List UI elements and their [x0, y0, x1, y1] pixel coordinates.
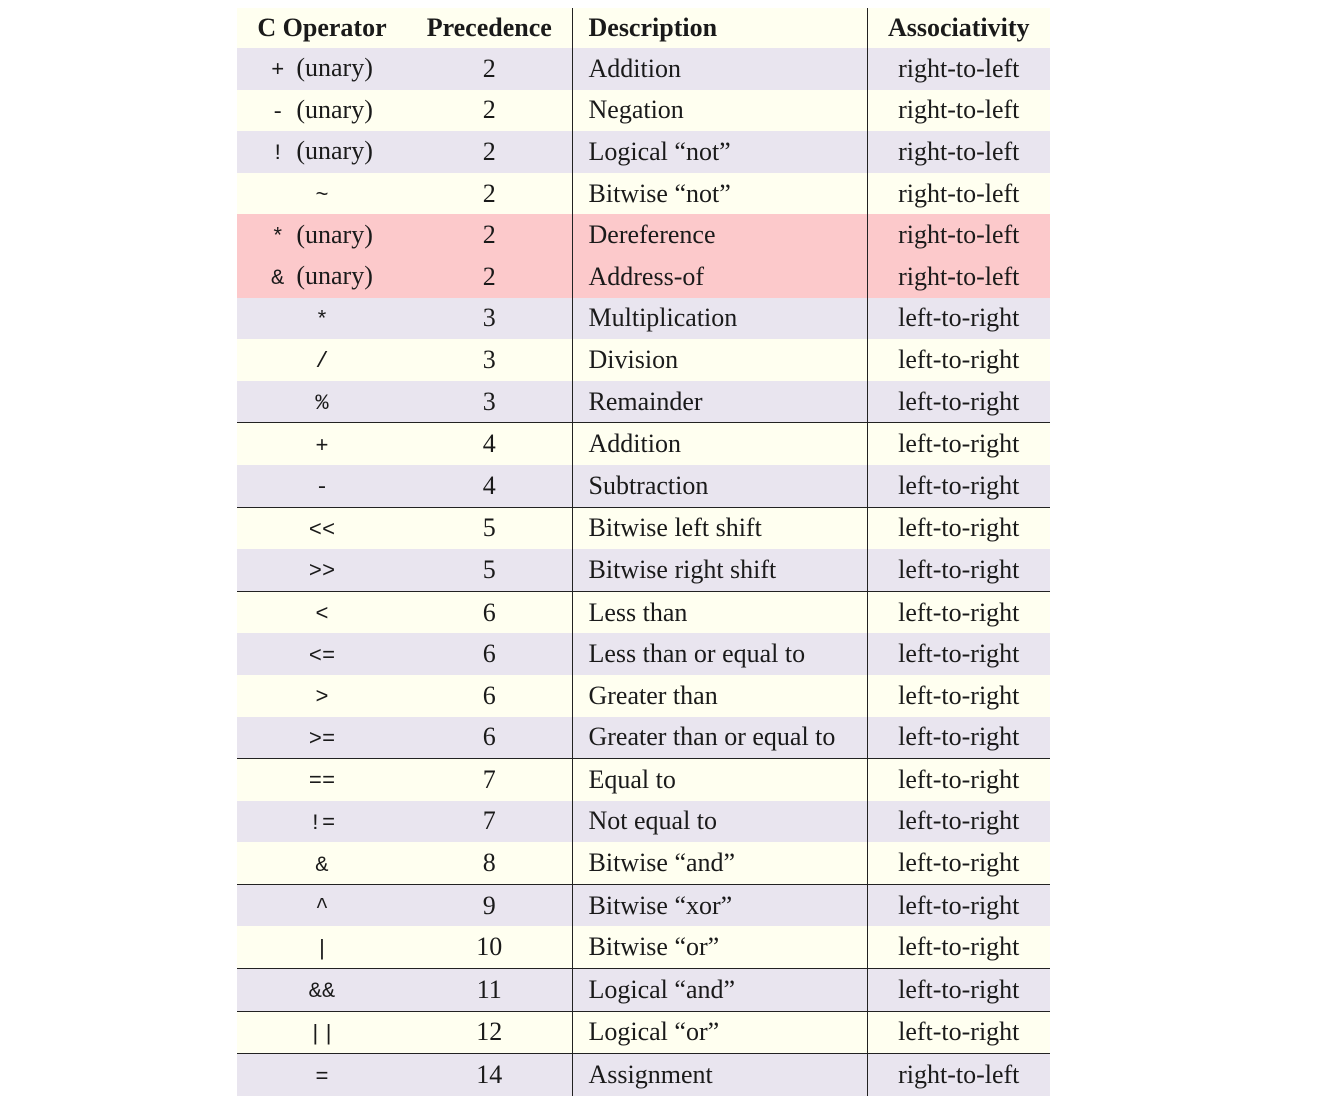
associativity-cell: right-to-left	[867, 131, 1050, 173]
associativity-cell: left-to-right	[867, 1011, 1050, 1054]
description-cell: Addition	[572, 48, 867, 90]
table-row	[237, 1011, 1050, 1054]
header-precedence: Precedence	[407, 8, 572, 48]
associativity-cell: right-to-left	[867, 48, 1050, 90]
operator-symbol: ||	[308, 1021, 336, 1047]
operator-precedence-table-container	[237, 8, 1050, 1096]
description-cell: Less than	[572, 591, 867, 633]
operator-symbol: =	[315, 1064, 329, 1090]
precedence-cell: 3	[407, 381, 572, 423]
associativity-cell: left-to-right	[867, 507, 1050, 549]
operator-symbol: &&	[308, 979, 336, 1005]
precedence-cell: 2	[407, 256, 572, 298]
precedence-cell: 2	[407, 131, 572, 173]
precedence-cell: 8	[407, 842, 572, 884]
description-cell: Not equal to	[572, 801, 867, 843]
operator-symbol: !	[271, 141, 285, 167]
associativity-cell: right-to-left	[867, 173, 1050, 215]
operator-symbol: <=	[308, 643, 336, 669]
operator-symbol: >	[315, 685, 329, 711]
table-row	[237, 256, 1050, 298]
table-row	[237, 339, 1050, 381]
operator-note: (unary)	[296, 219, 373, 249]
operator-cell	[237, 717, 407, 759]
operator-cell	[237, 801, 407, 843]
operator-cell	[237, 423, 407, 465]
associativity-cell: right-to-left	[867, 256, 1050, 298]
operator-symbol: *	[315, 307, 329, 333]
operator-cell	[237, 549, 407, 591]
description-cell: Bitwise right shift	[572, 549, 867, 591]
table-row	[237, 298, 1050, 340]
description-cell: Assignment	[572, 1054, 867, 1096]
table-row	[237, 884, 1050, 926]
associativity-cell: left-to-right	[867, 298, 1050, 340]
associativity-cell: left-to-right	[867, 801, 1050, 843]
associativity-cell: left-to-right	[867, 926, 1050, 968]
precedence-cell: 6	[407, 675, 572, 717]
description-cell: Greater than or equal to	[572, 717, 867, 759]
precedence-cell: 10	[407, 926, 572, 968]
table-row	[237, 214, 1050, 256]
table-row	[237, 591, 1050, 633]
operator-symbol: ~	[315, 183, 329, 209]
precedence-cell: 7	[407, 759, 572, 801]
description-cell: Remainder	[572, 381, 867, 423]
header-row	[237, 8, 1050, 48]
associativity-cell: left-to-right	[867, 759, 1050, 801]
operator-cell	[237, 173, 407, 215]
table-row	[237, 465, 1050, 507]
operator-cell	[237, 884, 407, 926]
associativity-cell: left-to-right	[867, 591, 1050, 633]
operator-symbol: -	[315, 475, 329, 501]
precedence-cell: 2	[407, 48, 572, 90]
associativity-cell: left-to-right	[867, 339, 1050, 381]
description-cell: Multiplication	[572, 298, 867, 340]
precedence-cell: 6	[407, 717, 572, 759]
table-row	[237, 717, 1050, 759]
associativity-cell: right-to-left	[867, 90, 1050, 132]
associativity-cell: left-to-right	[867, 675, 1050, 717]
table-row	[237, 423, 1050, 465]
operator-symbol: &	[271, 266, 285, 292]
description-cell: Addition	[572, 423, 867, 465]
table-row	[237, 48, 1050, 90]
description-cell: Bitwise left shift	[572, 507, 867, 549]
associativity-cell: left-to-right	[867, 884, 1050, 926]
associativity-cell: right-to-left	[867, 214, 1050, 256]
operator-cell	[237, 339, 407, 381]
table-row	[237, 90, 1050, 132]
table-row	[237, 842, 1050, 884]
operator-symbol: /	[315, 349, 329, 375]
operator-symbol: ^	[315, 895, 329, 921]
description-cell: Negation	[572, 90, 867, 132]
table-row	[237, 969, 1050, 1012]
precedence-cell: 4	[407, 423, 572, 465]
precedence-cell: 6	[407, 633, 572, 675]
associativity-cell: left-to-right	[867, 842, 1050, 884]
operator-cell	[237, 759, 407, 801]
operator-symbol: %	[315, 391, 329, 417]
description-cell: Logical “and”	[572, 969, 867, 1012]
description-cell: Division	[572, 339, 867, 381]
operator-cell	[237, 842, 407, 884]
description-cell: Dereference	[572, 214, 867, 256]
operator-symbol: >>	[308, 559, 336, 585]
associativity-cell: left-to-right	[867, 549, 1050, 591]
operator-symbol: +	[271, 58, 285, 84]
table-row	[237, 633, 1050, 675]
operator-cell	[237, 465, 407, 507]
table-row	[237, 675, 1050, 717]
header-associativity: Associativity	[867, 8, 1050, 48]
precedence-cell: 5	[407, 507, 572, 549]
operator-note: (unary)	[296, 136, 373, 166]
precedence-cell: 2	[407, 173, 572, 215]
operator-symbol: !=	[308, 810, 336, 836]
associativity-cell: left-to-right	[867, 969, 1050, 1012]
operator-note: (unary)	[296, 94, 373, 124]
table-row	[237, 381, 1050, 423]
operator-cell	[237, 90, 407, 132]
table-row	[237, 507, 1050, 549]
operator-cell	[237, 591, 407, 633]
operator-cell	[237, 1011, 407, 1054]
description-cell: Subtraction	[572, 465, 867, 507]
operator-cell	[237, 214, 407, 256]
operator-symbol: ==	[308, 769, 336, 795]
associativity-cell: right-to-left	[867, 1054, 1050, 1096]
operator-cell	[237, 1054, 407, 1096]
associativity-cell: left-to-right	[867, 717, 1050, 759]
operator-cell	[237, 256, 407, 298]
table-row	[237, 1054, 1050, 1096]
description-cell: Greater than	[572, 675, 867, 717]
header-description: Description	[572, 8, 867, 48]
operator-symbol: &	[315, 852, 329, 878]
description-cell: Bitwise “and”	[572, 842, 867, 884]
description-cell: Logical “not”	[572, 131, 867, 173]
precedence-cell: 5	[407, 549, 572, 591]
table-row	[237, 759, 1050, 801]
precedence-cell: 9	[407, 884, 572, 926]
precedence-cell: 3	[407, 298, 572, 340]
description-cell: Bitwise “xor”	[572, 884, 867, 926]
description-cell: Bitwise “not”	[572, 173, 867, 215]
table-row	[237, 173, 1050, 215]
description-cell: Equal to	[572, 759, 867, 801]
description-cell: Logical “or”	[572, 1011, 867, 1054]
operator-symbol: -	[271, 99, 285, 125]
precedence-cell: 2	[407, 214, 572, 256]
precedence-cell: 12	[407, 1011, 572, 1054]
precedence-cell: 2	[407, 90, 572, 132]
operator-cell	[237, 969, 407, 1012]
precedence-cell: 14	[407, 1054, 572, 1096]
header-operator: C Operator	[237, 8, 407, 48]
table-row	[237, 549, 1050, 591]
operator-symbol: |	[315, 936, 329, 962]
precedence-cell: 11	[407, 969, 572, 1012]
operator-cell	[237, 48, 407, 90]
associativity-cell: left-to-right	[867, 423, 1050, 465]
operator-symbol: *	[271, 224, 285, 250]
operator-note: (unary)	[296, 53, 373, 83]
description-cell: Address-of	[572, 256, 867, 298]
operator-cell	[237, 507, 407, 549]
description-cell: Bitwise “or”	[572, 926, 867, 968]
operator-cell	[237, 131, 407, 173]
operator-symbol: <<	[308, 517, 336, 543]
operator-cell	[237, 381, 407, 423]
precedence-cell: 4	[407, 465, 572, 507]
precedence-cell: 7	[407, 801, 572, 843]
operator-symbol: <	[315, 602, 329, 628]
table-row	[237, 131, 1050, 173]
operator-precedence-table	[237, 8, 1050, 1096]
description-cell: Less than or equal to	[572, 633, 867, 675]
precedence-cell: 3	[407, 339, 572, 381]
operator-cell	[237, 926, 407, 968]
operator-cell	[237, 675, 407, 717]
table-row	[237, 926, 1050, 968]
operator-note: (unary)	[296, 261, 373, 291]
associativity-cell: left-to-right	[867, 465, 1050, 507]
operator-cell	[237, 298, 407, 340]
operator-cell	[237, 633, 407, 675]
precedence-cell: 6	[407, 591, 572, 633]
operator-symbol: >=	[308, 726, 336, 752]
operator-symbol: +	[315, 433, 329, 459]
associativity-cell: left-to-right	[867, 381, 1050, 423]
table-row	[237, 801, 1050, 843]
associativity-cell: left-to-right	[867, 633, 1050, 675]
